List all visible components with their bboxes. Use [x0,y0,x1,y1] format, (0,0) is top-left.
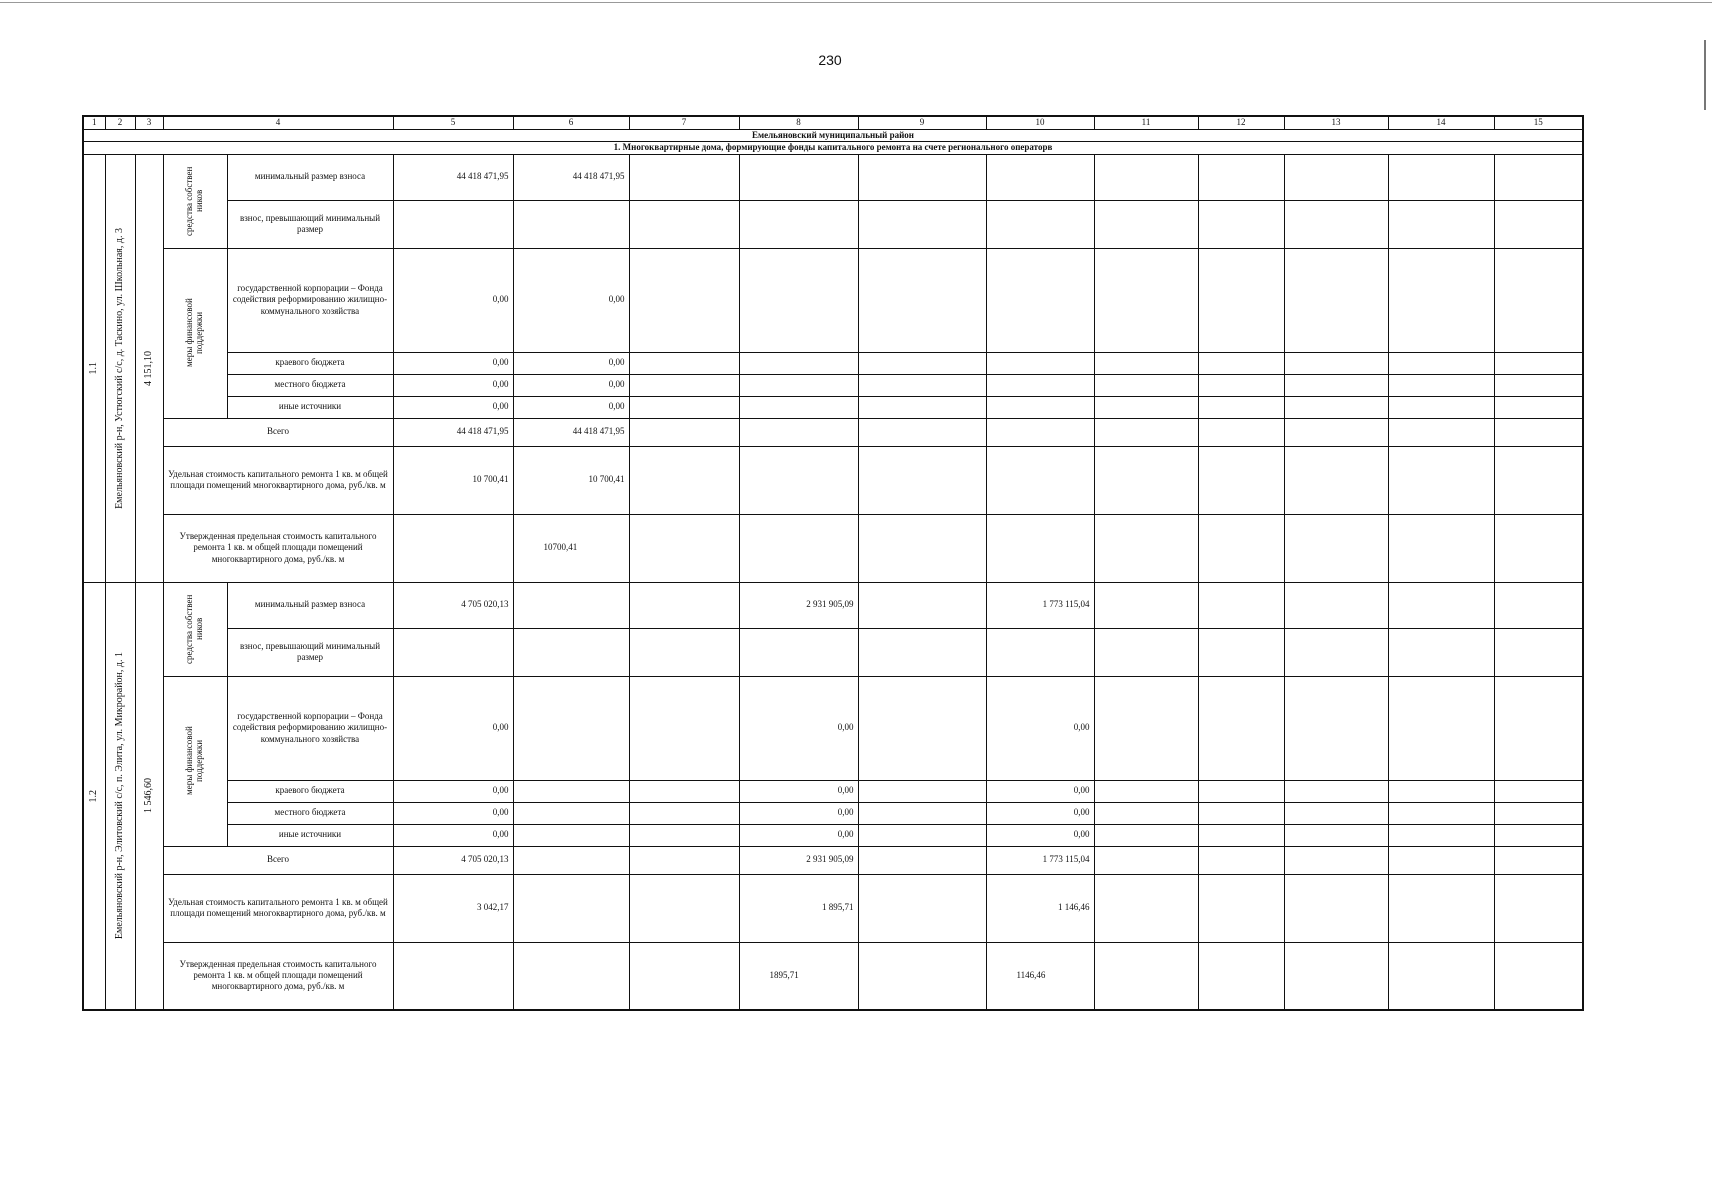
local-budget-label: местного бюджета [227,802,393,824]
value-cell [1284,582,1388,628]
value-cell [739,514,858,582]
value-cell [1284,628,1388,676]
value-cell: 0,00 [393,824,513,846]
value-cell [739,352,858,374]
value-cell [739,396,858,418]
value-cell [739,446,858,514]
value-cell [1284,352,1388,374]
value-cell [1388,846,1494,874]
value-cell [629,248,739,352]
value-cell [739,200,858,248]
value-cell [629,676,739,780]
value-cell [1388,874,1494,942]
value-cell [1284,846,1388,874]
value-cell [1494,200,1583,248]
value-cell: 10700,41 [513,514,629,582]
value-cell [629,514,739,582]
value-cell [1198,154,1284,200]
value-cell [986,628,1094,676]
value-cell [629,446,739,514]
value-cell [858,676,986,780]
unit-cost-label: Удельная стоимость капитального ремонта 1 кв. м общей площади помещений многоквартирного дома, руб./кв. м [163,874,393,942]
value-cell [1388,446,1494,514]
value-cell [1094,676,1198,780]
value-cell [1198,676,1284,780]
value-cell [858,874,986,942]
value-cell [1094,846,1198,874]
value-cell [629,154,739,200]
value-cell [513,824,629,846]
owners-funds-label: средства собствен ников [184,594,204,664]
value-cell [1198,418,1284,446]
value-cell [986,446,1094,514]
value-cell [1388,802,1494,824]
value-cell: 0,00 [393,780,513,802]
value-cell: 0,00 [986,676,1094,780]
value-cell [986,374,1094,396]
value-cell [986,418,1094,446]
house-address-cell [105,154,135,582]
table-row [83,514,1583,582]
value-cell [513,582,629,628]
value-cell [1198,200,1284,248]
value-cell: 2 931 905,09 [739,582,858,628]
value-cell [1284,942,1388,1010]
value-cell [858,396,986,418]
value-cell [1198,352,1284,374]
value-cell: 44 418 471,95 [393,418,513,446]
state-corp-label: государственной корпорации – Фонда содействия реформированию жилищно-коммунального хозяйства [227,676,393,780]
value-cell [513,628,629,676]
value-cell [513,200,629,248]
table-row [83,582,1583,628]
value-cell: 0,00 [739,676,858,780]
state-corp-label: государственной корпорации – Фонда содействия реформированию жилищно-коммунального хозяйства [227,248,393,352]
value-cell [858,154,986,200]
value-cell [1198,248,1284,352]
section-title: 1. Многоквартирные дома, формирующие фонды капитального ремонта на счете регионального операторв [83,142,1583,154]
value-cell [1284,374,1388,396]
value-cell [739,248,858,352]
value-cell [1388,676,1494,780]
column-number: 10 [986,116,1094,130]
value-cell [858,374,986,396]
value-cell [1494,628,1583,676]
value-cell [1094,824,1198,846]
support-measures-label-cell [163,248,227,418]
value-cell [986,352,1094,374]
value-cell [629,780,739,802]
value-cell [1284,514,1388,582]
value-cell [1494,248,1583,352]
value-cell [858,200,986,248]
table-row [83,154,1583,200]
regional-budget-label: краевого бюджета [227,780,393,802]
min-contribution-label: минимальный размер взноса [227,154,393,200]
value-cell [1494,514,1583,582]
value-cell [513,874,629,942]
value-cell [986,514,1094,582]
column-number: 1 [83,116,105,130]
value-cell [986,154,1094,200]
value-cell [986,396,1094,418]
house-address-cell [105,582,135,1010]
value-cell: 0,00 [393,802,513,824]
value-cell [739,418,858,446]
value-cell [629,418,739,446]
owners-funds-label: средства собствен ников [184,166,204,236]
value-cell: 10 700,41 [513,446,629,514]
value-cell [1094,352,1198,374]
over-min-label: взнос, превышающий минимальный размер [227,628,393,676]
table-row [83,200,1583,248]
value-cell: 0,00 [739,802,858,824]
column-number-row [83,116,1583,130]
value-cell [1284,418,1388,446]
value-cell [1494,582,1583,628]
value-cell: 1146,46 [986,942,1094,1010]
house-address: Емельяновский р-н, Устюгский с/с, д. Таскино, ул. Школьная, д. 3 [113,227,125,509]
value-cell [629,352,739,374]
value-cell [1494,154,1583,200]
table-row [83,352,1583,374]
value-cell [1094,396,1198,418]
value-cell [858,628,986,676]
value-cell [393,628,513,676]
value-cell [1094,628,1198,676]
value-cell [513,846,629,874]
scan-top-border [0,2,1712,3]
value-cell [1494,418,1583,446]
value-cell [1388,396,1494,418]
value-cell [1494,352,1583,374]
value-cell [1388,824,1494,846]
value-cell: 2 931 905,09 [739,846,858,874]
district-title: Емельяновский муниципальный район [83,130,1583,142]
value-cell: 0,00 [513,374,629,396]
column-number: 11 [1094,116,1198,130]
row-number-cell [83,582,105,1010]
value-cell [393,200,513,248]
value-cell: 1 773 115,04 [986,582,1094,628]
value-cell: 0,00 [513,248,629,352]
value-cell [1284,248,1388,352]
value-cell [629,628,739,676]
value-cell [739,154,858,200]
value-cell [1388,248,1494,352]
value-cell [1388,780,1494,802]
value-cell: 1 895,71 [739,874,858,942]
value-cell [1494,780,1583,802]
table-row [83,628,1583,676]
over-min-label: взнос, превышающий минимальный размер [227,200,393,248]
approved-cost-label: Утвержденная предельная стоимость капитального ремонта 1 кв. м общей площади помещений многоквартирного дома, руб./кв. м [163,514,393,582]
value-cell [629,874,739,942]
value-cell [1494,676,1583,780]
value-cell [629,374,739,396]
value-cell [1284,396,1388,418]
value-cell [1494,942,1583,1010]
column-number: 9 [858,116,986,130]
value-cell: 0,00 [986,824,1094,846]
value-cell [1284,874,1388,942]
table-row [83,396,1583,418]
value-cell [1094,780,1198,802]
value-cell [1494,824,1583,846]
value-cell [1494,446,1583,514]
value-cell [1388,374,1494,396]
value-cell [858,780,986,802]
capital-repair-table [82,115,1584,1011]
table-row [83,248,1583,352]
value-cell [858,418,986,446]
value-cell [1094,200,1198,248]
value-cell: 10 700,41 [393,446,513,514]
value-cell [1094,514,1198,582]
value-cell [858,824,986,846]
value-cell [1494,846,1583,874]
value-cell [1094,582,1198,628]
house-area: 1 546,60 [142,778,154,814]
table-row [83,446,1583,514]
table-row [83,418,1583,446]
table-row [83,874,1583,942]
value-cell: 0,00 [393,374,513,396]
value-cell [629,846,739,874]
value-cell: 0,00 [986,780,1094,802]
value-cell [1494,874,1583,942]
house-area-cell [135,154,163,582]
value-cell: 1 773 115,04 [986,846,1094,874]
value-cell [1388,418,1494,446]
house-area: 4 151,10 [142,350,154,386]
value-cell [1284,446,1388,514]
value-cell [1198,824,1284,846]
approved-cost-label: Утвержденная предельная стоимость капитального ремонта 1 кв. м общей площади помещений многоквартирного дома, руб./кв. м [163,942,393,1010]
value-cell: 3 042,17 [393,874,513,942]
value-cell [858,582,986,628]
value-cell: 44 418 471,95 [513,418,629,446]
table-row [83,780,1583,802]
value-cell [1494,802,1583,824]
owners-funds-label-cell [163,582,227,676]
value-cell: 0,00 [986,802,1094,824]
value-cell: 4 705 020,13 [393,846,513,874]
value-cell [858,942,986,1010]
support-measures-label-cell [163,676,227,846]
value-cell: 0,00 [393,396,513,418]
value-cell [1198,396,1284,418]
value-cell [513,942,629,1010]
value-cell [1094,418,1198,446]
value-cell [858,248,986,352]
value-cell [629,582,739,628]
value-cell: 1 146,46 [986,874,1094,942]
value-cell [1198,780,1284,802]
value-cell [1198,446,1284,514]
value-cell [1094,374,1198,396]
value-cell [513,676,629,780]
other-sources-label: иные источники [227,396,393,418]
value-cell [1198,874,1284,942]
value-cell: 44 418 471,95 [393,154,513,200]
value-cell [1198,514,1284,582]
table-row [83,374,1583,396]
table-row [83,846,1583,874]
value-cell: 0,00 [513,396,629,418]
value-cell [1388,154,1494,200]
value-cell [1284,802,1388,824]
value-cell [393,942,513,1010]
owners-funds-label-cell [163,154,227,248]
value-cell [1094,248,1198,352]
regional-budget-label: краевого бюджета [227,352,393,374]
column-number: 6 [513,116,629,130]
value-cell [1388,942,1494,1010]
column-number: 4 [163,116,393,130]
column-number: 13 [1284,116,1388,130]
value-cell [1198,846,1284,874]
value-cell [1284,154,1388,200]
value-cell [1388,582,1494,628]
support-measures-label: меры финансовой поддержки [184,726,204,796]
value-cell [1094,802,1198,824]
value-cell [1198,582,1284,628]
value-cell [1284,780,1388,802]
value-cell [629,802,739,824]
value-cell: 0,00 [739,780,858,802]
table-row [83,676,1583,780]
value-cell [739,374,858,396]
value-cell [1198,374,1284,396]
value-cell [513,780,629,802]
local-budget-label: местного бюджета [227,374,393,396]
unit-cost-label: Удельная стоимость капитального ремонта 1 кв. м общей площади помещений многоквартирного дома, руб./кв. м [163,446,393,514]
value-cell [1198,942,1284,1010]
column-number: 12 [1198,116,1284,130]
column-number: 8 [739,116,858,130]
value-cell: 44 418 471,95 [513,154,629,200]
value-cell [1388,628,1494,676]
value-cell [986,248,1094,352]
house-area-cell [135,582,163,1010]
scan-edge-mark [1704,40,1706,110]
page-number: 230 [818,52,842,68]
other-sources-label: иные источники [227,824,393,846]
value-cell [858,514,986,582]
value-cell [513,802,629,824]
value-cell [858,352,986,374]
value-cell [1198,628,1284,676]
value-cell [1198,802,1284,824]
value-cell: 0,00 [513,352,629,374]
column-number: 7 [629,116,739,130]
value-cell [1494,396,1583,418]
column-number: 3 [135,116,163,130]
table-row [83,942,1583,1010]
row-number-cell [83,154,105,582]
value-cell [393,514,513,582]
value-cell [1094,446,1198,514]
table-row [83,802,1583,824]
value-cell: 0,00 [739,824,858,846]
value-cell [1284,200,1388,248]
value-cell [858,846,986,874]
value-cell [1284,676,1388,780]
row-number: 1.1 [88,361,99,375]
value-cell [629,396,739,418]
column-number: 15 [1494,116,1583,130]
house-address: Емельяновский р-н, Элитовский с/с, п. Элита, ул. Микрорайон, д. 1 [113,652,125,940]
min-contribution-label: минимальный размер взноса [227,582,393,628]
value-cell [1388,514,1494,582]
value-cell: 0,00 [393,676,513,780]
value-cell [858,802,986,824]
value-cell [858,446,986,514]
value-cell [629,942,739,1010]
value-cell [1494,374,1583,396]
value-cell [1094,942,1198,1010]
support-measures-label: меры финансовой поддержки [184,298,204,368]
total-label: Всего [163,418,393,446]
value-cell [739,628,858,676]
value-cell: 0,00 [393,352,513,374]
table-row [83,824,1583,846]
value-cell: 1895,71 [739,942,858,1010]
value-cell [629,824,739,846]
column-number: 2 [105,116,135,130]
total-label: Всего [163,846,393,874]
value-cell [1388,200,1494,248]
value-cell: 4 705 020,13 [393,582,513,628]
column-number: 14 [1388,116,1494,130]
column-number: 5 [393,116,513,130]
value-cell [986,200,1094,248]
value-cell [1094,154,1198,200]
value-cell [629,200,739,248]
value-cell [1284,824,1388,846]
value-cell: 0,00 [393,248,513,352]
value-cell [1388,352,1494,374]
row-number: 1.2 [88,789,99,802]
value-cell [1094,874,1198,942]
